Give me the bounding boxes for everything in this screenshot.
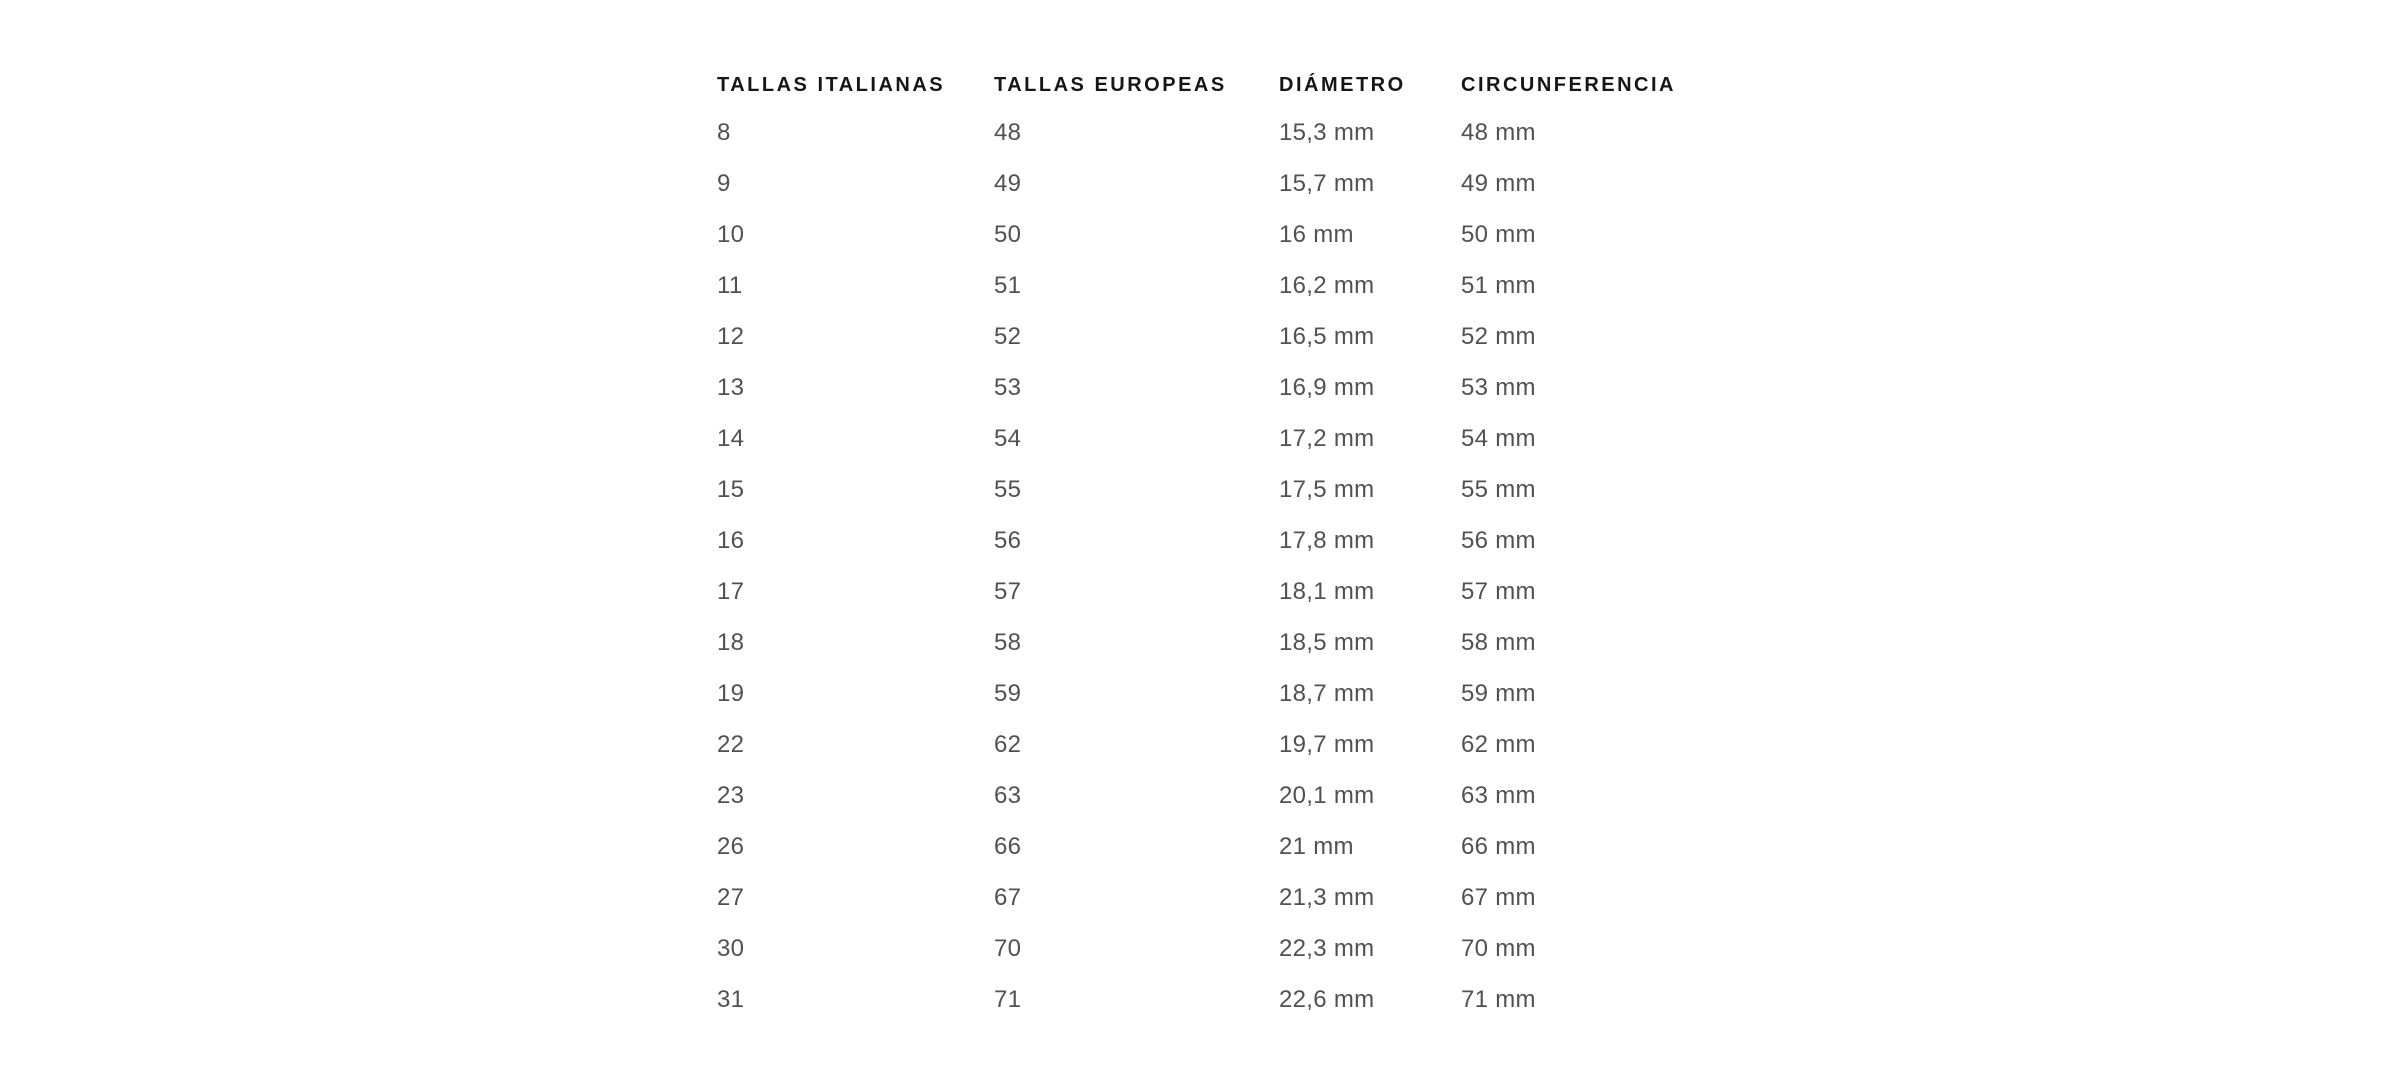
table-cell-tallas_europeas: 58 (994, 628, 1022, 656)
table-cell-circunferencia: 63 mm (1461, 781, 1536, 809)
table-cell-tallas_italianas: 18 (717, 628, 745, 656)
table-cell-tallas_italianas: 12 (717, 322, 745, 350)
table-cell-tallas_italianas: 15 (717, 475, 745, 503)
table-row (717, 362, 1701, 413)
table-cell-diametro: 15,3 mm (1279, 118, 1375, 146)
table-row (717, 617, 1701, 668)
table-row (717, 515, 1701, 566)
table-cell-circunferencia: 51 mm (1461, 271, 1536, 299)
table-cell-diametro: 21 mm (1279, 832, 1354, 860)
table-cell-diametro: 16,5 mm (1279, 322, 1375, 350)
table-cell-diametro: 21,3 mm (1279, 883, 1375, 911)
table-cell-diametro: 22,3 mm (1279, 934, 1375, 962)
table-cell-circunferencia: 50 mm (1461, 220, 1536, 248)
table-cell-circunferencia: 67 mm (1461, 883, 1536, 911)
table-cell-circunferencia: 59 mm (1461, 679, 1536, 707)
table-body (717, 107, 1701, 1025)
table-cell-diametro: 18,5 mm (1279, 628, 1375, 656)
table-cell-circunferencia: 52 mm (1461, 322, 1536, 350)
table-cell-circunferencia: 58 mm (1461, 628, 1536, 656)
table-cell-tallas_italianas: 13 (717, 373, 745, 401)
table-row (717, 668, 1701, 719)
table-cell-circunferencia: 53 mm (1461, 373, 1536, 401)
table-cell-tallas_italianas: 8 (717, 118, 731, 146)
table-cell-tallas_europeas: 62 (994, 730, 1022, 758)
table-cell-tallas_europeas: 71 (994, 985, 1022, 1013)
table-cell-circunferencia: 70 mm (1461, 934, 1536, 962)
table-cell-tallas_italianas: 17 (717, 577, 745, 605)
table-cell-diametro: 17,2 mm (1279, 424, 1375, 452)
table-header-row (717, 63, 1701, 107)
table-cell-diametro: 16 mm (1279, 220, 1354, 248)
table-cell-circunferencia: 71 mm (1461, 985, 1536, 1013)
table-cell-tallas_italianas: 10 (717, 220, 745, 248)
table-cell-tallas_europeas: 49 (994, 169, 1022, 197)
table-cell-circunferencia: 62 mm (1461, 730, 1536, 758)
table-cell-diametro: 19,7 mm (1279, 730, 1375, 758)
table-cell-tallas_italianas: 26 (717, 832, 745, 860)
table-cell-tallas_europeas: 48 (994, 118, 1022, 146)
table-row (717, 821, 1701, 872)
table-cell-tallas_italianas: 19 (717, 679, 745, 707)
table-cell-tallas_europeas: 67 (994, 883, 1022, 911)
table-cell-tallas_italianas: 23 (717, 781, 745, 809)
table-cell-diametro: 15,7 mm (1279, 169, 1375, 197)
table-cell-tallas_italianas: 14 (717, 424, 745, 452)
table-cell-circunferencia: 56 mm (1461, 526, 1536, 554)
column-header-tallas-europeas: TALLAS EUROPEAS (994, 73, 1227, 96)
table-row (717, 158, 1701, 209)
table-row (717, 413, 1701, 464)
table-cell-diametro: 20,1 mm (1279, 781, 1375, 809)
table-cell-tallas_italianas: 16 (717, 526, 745, 554)
table-row (717, 974, 1701, 1025)
table-cell-tallas_italianas: 31 (717, 985, 745, 1013)
table-cell-diametro: 16,9 mm (1279, 373, 1375, 401)
ring-size-table (717, 63, 1701, 1025)
table-cell-circunferencia: 57 mm (1461, 577, 1536, 605)
table-row (717, 719, 1701, 770)
table-row (717, 464, 1701, 515)
table-cell-tallas_europeas: 53 (994, 373, 1022, 401)
table-cell-circunferencia: 48 mm (1461, 118, 1536, 146)
table-cell-diametro: 18,1 mm (1279, 577, 1375, 605)
column-header-diametro: DIÁMETRO (1279, 73, 1406, 96)
table-cell-circunferencia: 66 mm (1461, 832, 1536, 860)
table-cell-diametro: 16,2 mm (1279, 271, 1375, 299)
table-cell-tallas_europeas: 51 (994, 271, 1022, 299)
table-cell-diametro: 18,7 mm (1279, 679, 1375, 707)
table-row (717, 923, 1701, 974)
table-cell-diametro: 22,6 mm (1279, 985, 1375, 1013)
table-cell-tallas_italianas: 27 (717, 883, 745, 911)
table-cell-tallas_italianas: 30 (717, 934, 745, 962)
column-header-circunferencia: CIRCUNFERENCIA (1461, 73, 1676, 96)
table-cell-tallas_europeas: 55 (994, 475, 1022, 503)
table-cell-tallas_italianas: 9 (717, 169, 731, 197)
table-cell-tallas_europeas: 56 (994, 526, 1022, 554)
table-cell-circunferencia: 55 mm (1461, 475, 1536, 503)
table-cell-tallas_europeas: 70 (994, 934, 1022, 962)
table-row (717, 872, 1701, 923)
table-cell-circunferencia: 49 mm (1461, 169, 1536, 197)
table-cell-circunferencia: 54 mm (1461, 424, 1536, 452)
table-row (717, 107, 1701, 158)
table-cell-tallas_italianas: 11 (717, 271, 743, 299)
table-row (717, 770, 1701, 821)
table-cell-diametro: 17,5 mm (1279, 475, 1375, 503)
table-row (717, 209, 1701, 260)
table-cell-diametro: 17,8 mm (1279, 526, 1375, 554)
table-row (717, 566, 1701, 617)
table-cell-tallas_europeas: 50 (994, 220, 1022, 248)
table-cell-tallas_europeas: 54 (994, 424, 1022, 452)
table-cell-tallas_italianas: 22 (717, 730, 745, 758)
table-row (717, 311, 1701, 362)
table-cell-tallas_europeas: 57 (994, 577, 1022, 605)
table-cell-tallas_europeas: 59 (994, 679, 1022, 707)
table-cell-tallas_europeas: 52 (994, 322, 1022, 350)
table-cell-tallas_europeas: 63 (994, 781, 1022, 809)
table-cell-tallas_europeas: 66 (994, 832, 1022, 860)
table-row (717, 260, 1701, 311)
column-header-tallas-italianas: TALLAS ITALIANAS (717, 73, 946, 96)
